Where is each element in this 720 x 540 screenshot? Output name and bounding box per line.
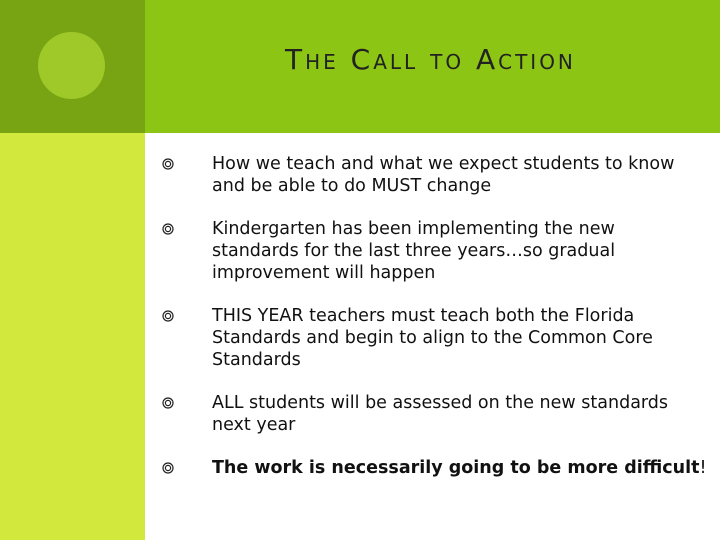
bullet-item <box>162 305 707 371</box>
bullet-item <box>162 392 707 436</box>
bullet-text: THIS YEAR teachers must teach both the Florida Standards and begin to align to the Common Core Standards <box>212 306 653 370</box>
target-circle-icon <box>162 310 174 322</box>
target-circle-icon <box>162 397 174 409</box>
slide-title <box>285 43 576 76</box>
bullet-text: ALL students will be assessed on the new standards next year <box>212 393 669 435</box>
bullet-text: The work is necessarily going to be more difficult <box>212 458 700 478</box>
target-circle-icon <box>162 462 174 474</box>
decorative-circle <box>38 32 105 99</box>
target-circle-icon <box>162 158 174 170</box>
bullet-text: Kindergarten has been implementing the new standards for the last three years…so gradual improvement will happen <box>212 219 616 283</box>
slide-title-text: The Call to Action <box>285 43 576 76</box>
bullet-list <box>162 153 707 500</box>
target-circle-icon <box>162 223 174 235</box>
bullet-text: How we teach and what we expect students to know and be able to do MUST change <box>212 154 675 196</box>
bullet-item <box>162 457 707 479</box>
bullet-item <box>162 153 707 197</box>
bullet-suffix: ! <box>699 458 707 478</box>
bullet-item <box>162 218 707 284</box>
